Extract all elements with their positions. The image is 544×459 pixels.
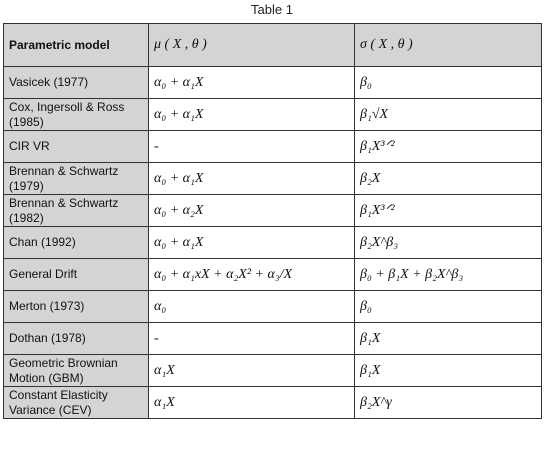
table-row [4,291,542,323]
table-row [4,195,542,227]
header-sigma: σ ( X , θ ) [355,24,542,67]
table-caption: Table 1 [251,2,293,17]
sigma-cell: β₁√X [355,99,542,131]
mu-cell: α₀ + α₁X [149,99,355,131]
header-model: Parametric model [4,24,149,67]
model-cell: Dothan (1978) [4,323,149,355]
sigma-cell: β₂X^β₃ [355,227,542,259]
header-mu: μ ( X , θ ) [149,24,355,67]
model-cell: CIR VR [4,131,149,163]
model-cell: Vasicek (1977) [4,67,149,99]
table-row [4,67,542,99]
sigma-cell: β₁X³ᐟ² [355,195,542,227]
model-cell: Brennan & Schwartz (1979) [4,163,149,195]
mu-cell: α₀ + α₁X [149,227,355,259]
mu-cell: α₀ + α₁X [149,163,355,195]
model-cell: Chan (1992) [4,227,149,259]
mu-cell: α₀ + α₂X [149,195,355,227]
sigma-cell: β₀ + β₁X + β₂X^β₃ [355,259,542,291]
table-row [4,131,542,163]
model-cell: Merton (1973) [4,291,149,323]
sigma-cell: β₁X [355,355,542,387]
model-cell: Cox, Ingersoll & Ross (1985) [4,99,149,131]
header-row [4,24,542,67]
table-row [4,227,542,259]
mu-cell: α₀ + α₁xX + α₂X² + α₃/X [149,259,355,291]
mu-cell: - [149,323,355,355]
sigma-cell: β₂X [355,163,542,195]
table-row [4,323,542,355]
mu-cell: α₀ [149,291,355,323]
table-row [4,355,542,387]
sigma-cell: β₀ [355,291,542,323]
mu-cell: α₀ + α₁X [149,67,355,99]
mu-cell: - [149,131,355,163]
table-row [4,259,542,291]
table-row [4,99,542,131]
mu-cell: α₁X [149,355,355,387]
model-cell: Brennan & Schwartz (1982) [4,195,149,227]
mu-cell: α₁X [149,387,355,419]
sigma-cell: β₁X³ᐟ² [355,131,542,163]
model-cell: Geometric Brownian Motion (GBM) [4,355,149,387]
table-row [4,387,542,419]
sigma-cell: β₂X^γ [355,387,542,419]
model-cell: Constant Elasticity Variance (CEV) [4,387,149,419]
model-cell: General Drift [4,259,149,291]
sigma-cell: β₀ [355,67,542,99]
table-row [4,163,542,195]
parametric-models-table [3,23,542,419]
sigma-cell: β₁X [355,323,542,355]
